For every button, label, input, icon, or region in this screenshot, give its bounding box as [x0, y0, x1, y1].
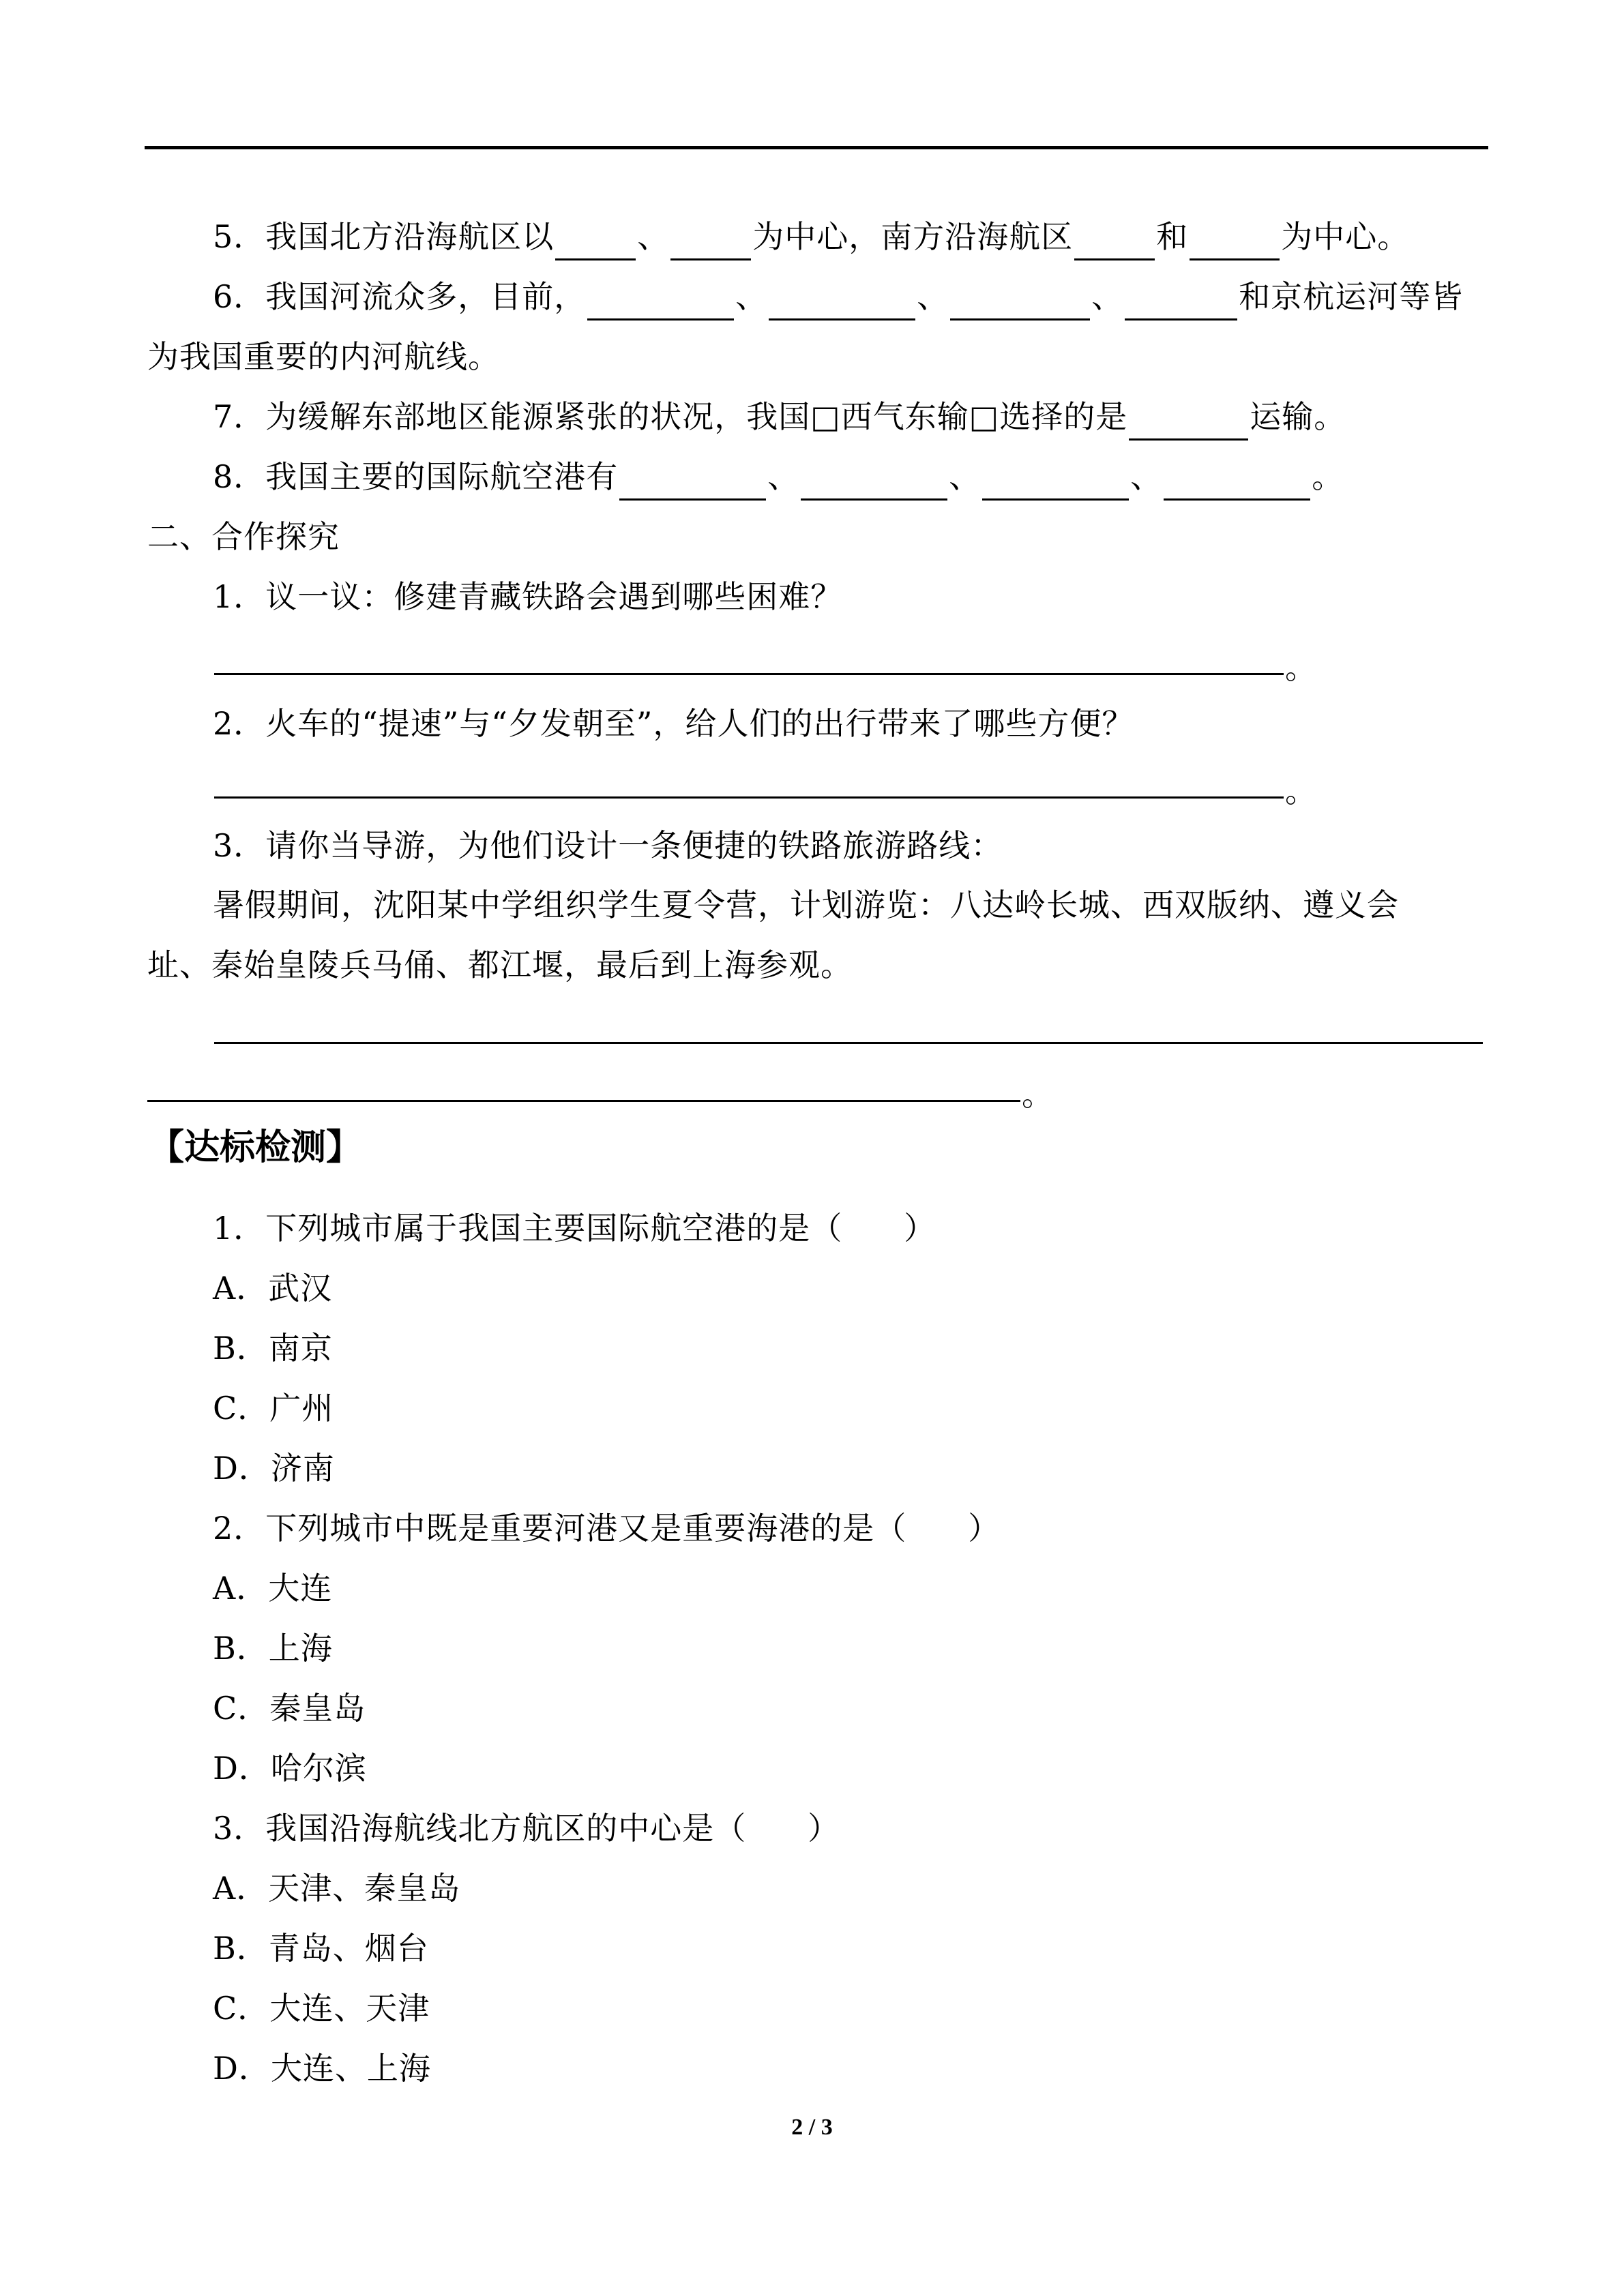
option-a: A．武汉 — [213, 1270, 333, 1307]
fill-question-8: 8．我国主要的国际航空港有 、 、 、 。 — [213, 453, 1344, 501]
answer-blank[interactable] — [801, 463, 947, 501]
inquiry-scenario-line-1: 暑假期间，沈阳某中学组织学生夏令营，计划游览：八达岭长城、西双版纳、遵义会 — [213, 886, 1399, 923]
inquiry-question-3: 3．请你当导游，为他们设计一条便捷的铁路旅游路线： — [213, 827, 1003, 864]
inquiry-question-1: 1．议一议：修建青藏铁路会遇到哪些困难？ — [213, 578, 843, 615]
option-d: D．哈尔滨 — [213, 1750, 367, 1787]
section-heading-cooperative-inquiry: 二、合作探究 — [147, 518, 340, 555]
fill-question-5: 5．我国北方沿海航区以 、 为中心，南方沿海航区 和 为中心。 — [213, 213, 1409, 260]
fill-question-6-cont: 为我国重要的内河航线。 — [147, 338, 500, 375]
answer-period: 。 — [1022, 1076, 1053, 1113]
header-rule — [145, 146, 1488, 149]
answer-blank[interactable] — [1164, 463, 1310, 501]
answer-period: 。 — [1285, 773, 1316, 809]
answer-blank[interactable] — [1129, 403, 1248, 441]
answer-line[interactable] — [214, 796, 1284, 799]
answer-blank[interactable] — [587, 283, 734, 320]
option-c: C．秦皇岛 — [213, 1690, 366, 1727]
option-b: B．上海 — [213, 1630, 333, 1667]
answer-blank[interactable] — [950, 283, 1090, 320]
inquiry-scenario-line-2: 址、秦始皇陵兵马俑、都江堰，最后到上海参观。 — [147, 946, 853, 983]
answer-blank[interactable] — [1125, 283, 1237, 320]
inquiry-question-2: 2．火车的“提速”与“夕发朝至”，给人们的出行带来了哪些方便？ — [213, 705, 1134, 742]
answer-period: 。 — [1285, 649, 1316, 686]
test-question-1: 1．下列城市属于我国主要国际航空港的是（ ） — [213, 1210, 936, 1247]
fill-question-7: 7．为缓解东部地区能源紧张的状况，我国□西气东输□选择的是 运输。 — [213, 393, 1346, 441]
fill-question-6: 6．我国河流众多，目前， 、 、 、 和京杭运河等皆 — [213, 273, 1463, 320]
option-a: A．大连 — [213, 1570, 333, 1607]
option-c: C．大连、天津 — [213, 1990, 430, 2027]
option-d: D．济南 — [213, 1450, 335, 1487]
answer-blank[interactable] — [1074, 223, 1155, 260]
answer-blank[interactable] — [769, 283, 915, 320]
test-question-3: 3．我国沿海航线北方航区的中心是（ ） — [213, 1810, 840, 1847]
option-b: B．南京 — [213, 1330, 333, 1367]
answer-line[interactable] — [214, 1042, 1483, 1044]
answer-blank[interactable] — [555, 223, 636, 260]
answer-line[interactable] — [214, 673, 1284, 675]
option-d: D．大连、上海 — [213, 2050, 431, 2087]
answer-line[interactable] — [147, 1100, 1020, 1102]
section-heading-standard-test: 【达标检测】 — [149, 1127, 362, 1168]
answer-blank[interactable] — [670, 223, 751, 260]
option-c: C．广州 — [213, 1390, 334, 1427]
answer-blank[interactable] — [619, 463, 766, 501]
option-a: A．天津、秦皇岛 — [213, 1870, 461, 1907]
test-question-2: 2．下列城市中既是重要河港又是重要海港的是（ ） — [213, 1510, 1001, 1547]
answer-blank[interactable] — [982, 463, 1129, 501]
answer-blank[interactable] — [1190, 223, 1280, 260]
page-number: 2 / 3 — [791, 2115, 833, 2140]
option-b: B．青岛、烟台 — [213, 1930, 429, 1967]
